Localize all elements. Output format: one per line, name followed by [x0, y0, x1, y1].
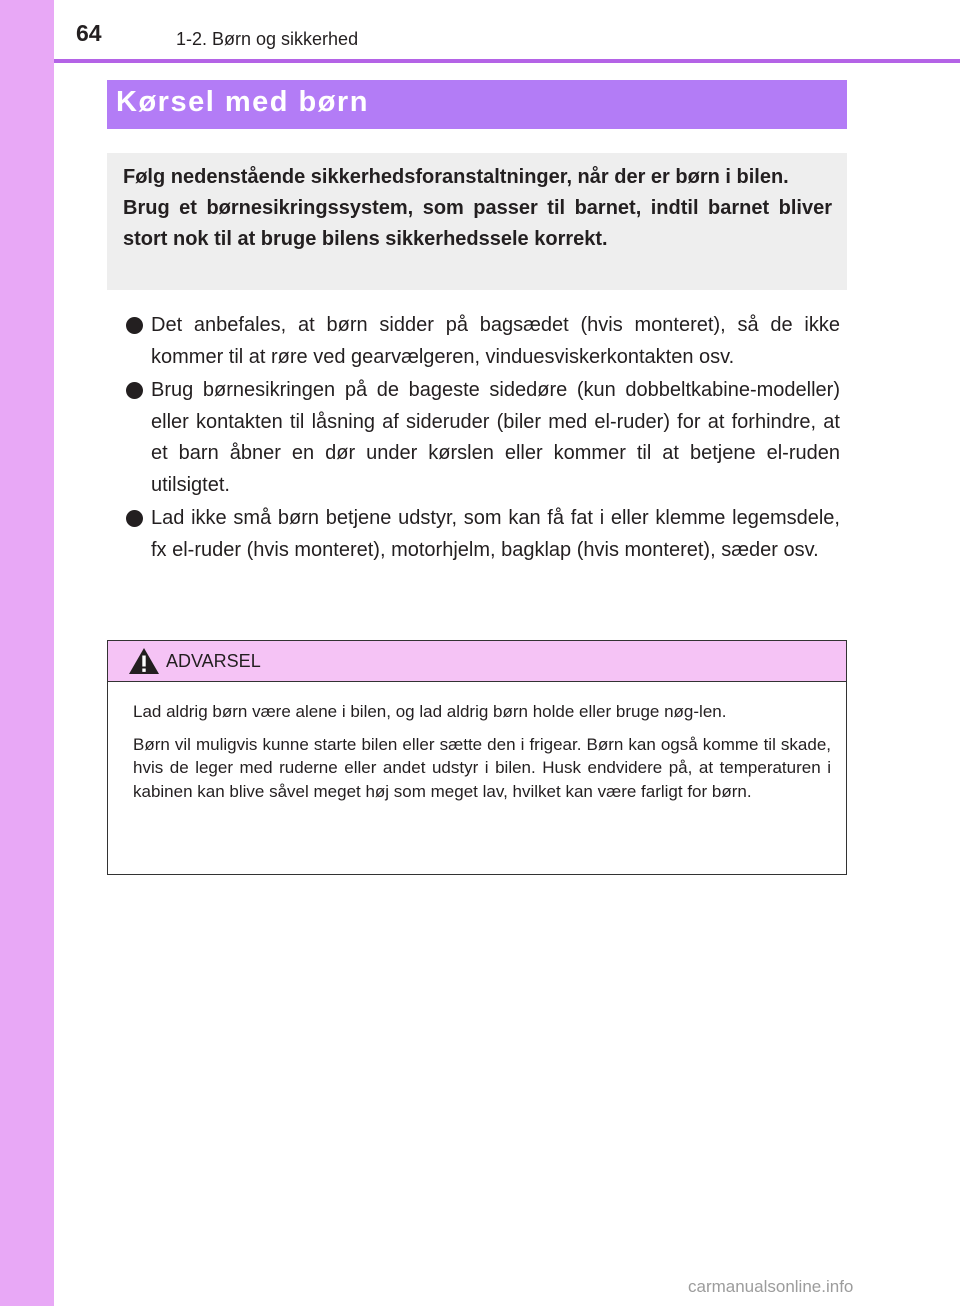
warning-body	[108, 682, 846, 803]
chapter-header: 1-2. Børn og sikkerhed	[176, 29, 359, 49]
warning-box	[107, 640, 847, 875]
bullet-dot-icon	[126, 382, 143, 399]
list-item	[122, 310, 840, 373]
bullet-dot-icon	[126, 510, 143, 527]
precaution-list	[122, 310, 840, 568]
list-item-text: Lad ikke små børn betjene udstyr, som kan få fat i eller klemme legemsdele, fx el-ruder (hvis monteret), motorhjelm, bagklap (hvis monteret), sæder osv.	[151, 507, 840, 561]
list-item-text: Brug børnesikringen på de bageste sidedøre (kun dobbeltkabine-modeller) eller kontakten til låsning af sideruder (biler med el-ruder) for at forhindre, at et barn åbner en dør under kørslen eller kommer til at betjene el-ruden utilsigtet.	[151, 379, 840, 496]
page-number: 64	[76, 20, 102, 46]
warning-triangle-icon	[128, 647, 160, 675]
intro-line: Følg nedenstående sikkerhedsforanstaltninger, når der er børn i bilen.	[123, 166, 789, 188]
warning-header	[108, 641, 846, 682]
list-item	[122, 375, 840, 501]
list-item	[122, 503, 840, 566]
intro-box	[107, 153, 847, 290]
section-title: Kørsel med børn	[116, 86, 369, 118]
warning-title: ADVARSEL	[166, 651, 261, 671]
watermark: carmanualsonline.info	[688, 1277, 854, 1296]
warning-paragraph: Lad aldrig børn være alene i bilen, og lad aldrig børn holde eller bruge nøg-len.	[133, 702, 727, 721]
intro-line: Brug et børnesikringssystem, som passer til barnet, indtil barnet bliver stort nok til at bruge bilens sikkerhedssele korrekt.	[123, 197, 832, 250]
header-divider	[54, 59, 960, 63]
side-color-strip	[0, 0, 54, 1306]
warning-paragraph: Børn vil muligvis kunne starte bilen eller sætte den i frigear. Børn kan også komme til skade, hvis de leger med ruderne eller andet udstyr i bilen. Husk endvidere på, at temperaturen i kabinen kan blive såvel meget høj som meget lav, hvilket kan være farligt for børn.	[133, 734, 831, 801]
section-banner	[107, 80, 847, 129]
bullet-dot-icon	[126, 317, 143, 334]
list-item-text: Det anbefales, at børn sidder på bagsædet (hvis monteret), så de ikke kommer til at røre ved gearvælgeren, vinduesviskerkontakten osv.	[151, 314, 840, 368]
